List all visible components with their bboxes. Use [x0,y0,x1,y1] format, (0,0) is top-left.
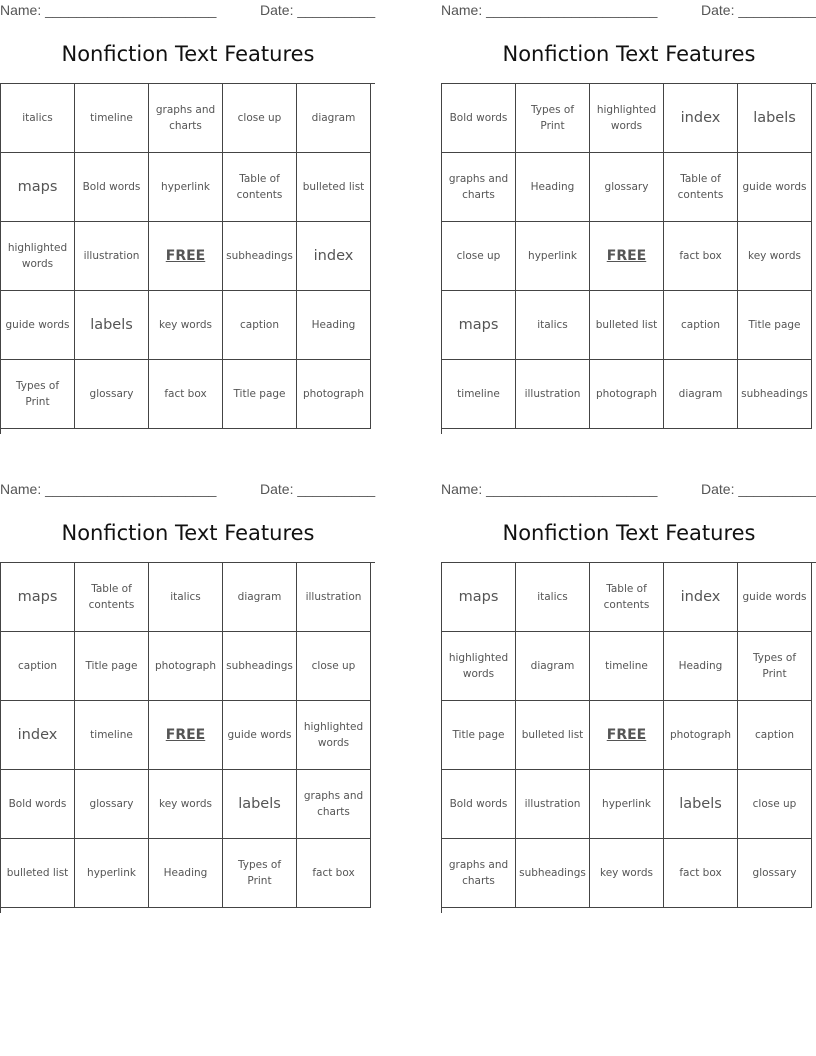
bingo-cell: illustration [516,770,590,839]
bingo-cell: italics [149,563,223,632]
bingo-cell: Bold words [442,84,516,153]
bingo-cell: highlighted words [590,84,664,153]
bingo-grid [0,562,375,913]
bingo-cell: caption [223,291,297,360]
bingo-cell: caption [664,291,738,360]
free-space: FREE [149,701,223,770]
date-field: Date: __________ [260,481,376,497]
date-field: Date: __________ [260,2,376,18]
bingo-cell: highlighted words [297,701,371,770]
bingo-cell: caption [738,701,812,770]
bingo-cell: key words [149,770,223,839]
bingo-cell: close up [738,770,812,839]
bingo-cell: timeline [75,701,149,770]
bingo-cell: graphs and charts [442,153,516,222]
bingo-cell: photograph [590,360,664,429]
bingo-cell: labels [75,291,149,360]
card-title: Nonfiction Text Features [502,521,756,545]
bingo-cell: graphs and charts [149,84,223,153]
bingo-cell: guide words [738,153,812,222]
bingo-cell: guide words [223,701,297,770]
bingo-cell: Bold words [1,770,75,839]
bingo-cell: guide words [738,563,812,632]
bingo-cell: hyperlink [516,222,590,291]
bingo-grid [0,83,375,434]
bingo-cell: italics [1,84,75,153]
bingo-cell: Types of Print [738,632,812,701]
name-field: Name: ______________________ [0,481,217,497]
bingo-cell: subheadings [223,222,297,291]
bingo-cell: labels [664,770,738,839]
bingo-grid [441,562,816,913]
header-row [441,2,816,20]
bingo-cell: Table of contents [75,563,149,632]
bingo-cell: photograph [297,360,371,429]
bingo-cell: close up [297,632,371,701]
bingo-cell: graphs and charts [297,770,371,839]
bingo-cell: Bold words [75,153,149,222]
free-space: FREE [590,222,664,291]
bingo-grid [441,83,816,434]
bingo-cell: subheadings [516,839,590,908]
bingo-cell: Table of contents [590,563,664,632]
bingo-cell: glossary [590,153,664,222]
bingo-cell: bulleted list [516,701,590,770]
bingo-cell: Title page [223,360,297,429]
bingo-cell: key words [738,222,812,291]
bingo-cell: diagram [297,84,371,153]
bingo-cell: Table of contents [223,153,297,222]
bingo-cell: Table of contents [664,153,738,222]
bingo-cell: diagram [223,563,297,632]
bingo-cell: fact box [297,839,371,908]
bingo-cell: bulleted list [590,291,664,360]
bingo-cell: Types of Print [223,839,297,908]
bingo-cell: caption [1,632,75,701]
bingo-cell: Title page [442,701,516,770]
date-field: Date: __________ [701,2,816,18]
bingo-cell: guide words [1,291,75,360]
bingo-cell: hyperlink [149,153,223,222]
bingo-cell: illustration [516,360,590,429]
name-field: Name: ______________________ [441,2,658,18]
bingo-cell: illustration [75,222,149,291]
bingo-cell: bulleted list [1,839,75,908]
bingo-cell: Bold words [442,770,516,839]
bingo-cell: key words [149,291,223,360]
bingo-cell: index [1,701,75,770]
bingo-cell: subheadings [223,632,297,701]
bingo-cell: highlighted words [442,632,516,701]
name-field: Name: ______________________ [441,481,658,497]
bingo-cell: bulleted list [297,153,371,222]
bingo-cell: labels [738,84,812,153]
bingo-cell: maps [442,563,516,632]
header-row [441,481,816,499]
bingo-cell: key words [590,839,664,908]
bingo-cell: Title page [738,291,812,360]
free-space: FREE [149,222,223,291]
bingo-cell: diagram [664,360,738,429]
bingo-cell: Title page [75,632,149,701]
card-title: Nonfiction Text Features [502,42,756,66]
bingo-cell: Types of Print [1,360,75,429]
bingo-cell: italics [516,291,590,360]
bingo-cell: close up [223,84,297,153]
bingo-cell: close up [442,222,516,291]
bingo-cell: Heading [149,839,223,908]
bingo-cell: fact box [664,839,738,908]
header-row [0,481,376,499]
bingo-cell: italics [516,563,590,632]
bingo-cell: timeline [590,632,664,701]
bingo-cell: index [297,222,371,291]
bingo-cell: glossary [75,360,149,429]
free-space: FREE [590,701,664,770]
bingo-cell: timeline [442,360,516,429]
bingo-cell: labels [223,770,297,839]
card-title: Nonfiction Text Features [61,521,315,545]
bingo-cell: illustration [297,563,371,632]
header-row [0,2,376,20]
bingo-cell: glossary [75,770,149,839]
bingo-cell: glossary [738,839,812,908]
bingo-cell: Heading [664,632,738,701]
bingo-cell: hyperlink [590,770,664,839]
bingo-cell: index [664,84,738,153]
bingo-cell: maps [442,291,516,360]
bingo-cell: index [664,563,738,632]
bingo-cell: maps [1,563,75,632]
bingo-cell: photograph [664,701,738,770]
bingo-cell: photograph [149,632,223,701]
card-title: Nonfiction Text Features [61,42,315,66]
bingo-cell: Types of Print [516,84,590,153]
date-field: Date: __________ [701,481,816,497]
bingo-cell: fact box [149,360,223,429]
bingo-cell: graphs and charts [442,839,516,908]
bingo-cell: highlighted words [1,222,75,291]
bingo-cell: hyperlink [75,839,149,908]
bingo-cell: Heading [516,153,590,222]
bingo-cell: timeline [75,84,149,153]
name-field: Name: ______________________ [0,2,217,18]
bingo-cell: fact box [664,222,738,291]
bingo-cell: maps [1,153,75,222]
bingo-cell: diagram [516,632,590,701]
bingo-cell: subheadings [738,360,812,429]
bingo-cell: Heading [297,291,371,360]
